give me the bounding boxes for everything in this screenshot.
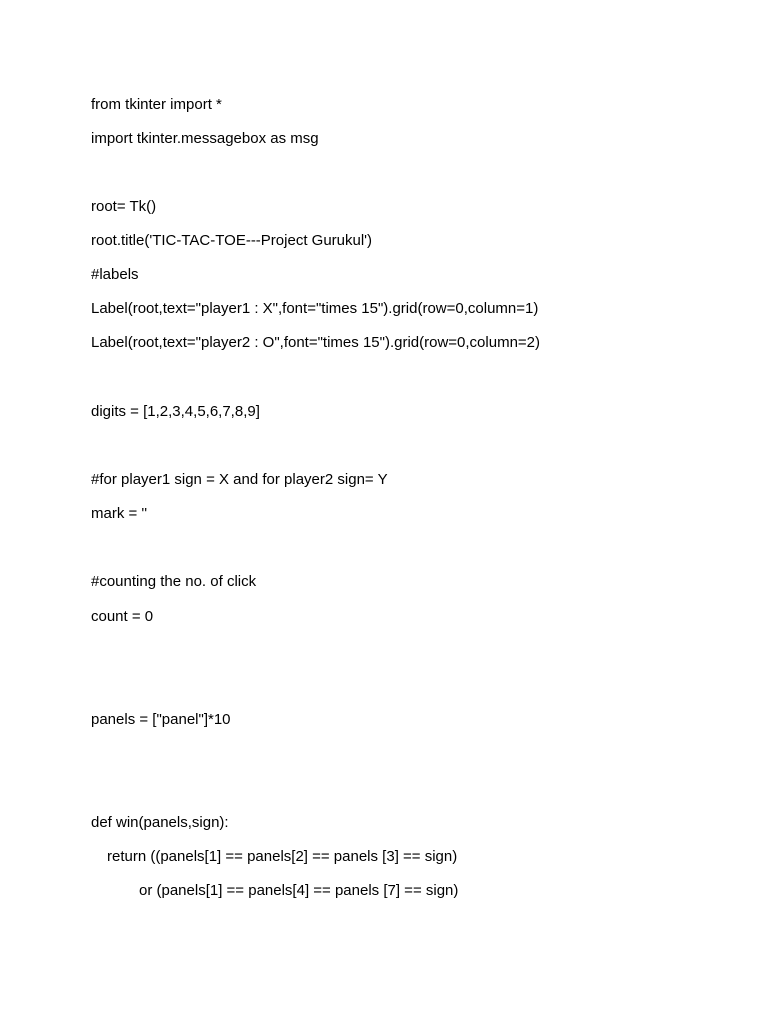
code-line-digits: digits = [1,2,3,4,5,6,7,8,9]	[91, 403, 260, 420]
code-line-label-player1: Label(root,text="player1 : X",font="times 15").grid(row=0,column=1)	[91, 300, 539, 317]
code-line-mark: mark = ''	[91, 505, 148, 522]
code-line-import-tkinter: from tkinter import *	[91, 96, 222, 113]
code-line-def-win: def win(panels,sign):	[91, 814, 229, 831]
code-line-return: return ((panels[1] == panels[2] == panels [3] == sign)	[107, 848, 458, 865]
code-line-count-comment: #counting the no. of click	[91, 573, 257, 590]
code-line-label-player2: Label(root,text="player2 : O",font="times 15").grid(row=0,column=2)	[91, 334, 541, 351]
code-line-count: count = 0	[91, 608, 154, 625]
code-line-sign-comment: #for player1 sign = X and for player2 sign= Y	[91, 471, 388, 488]
code-line-root-title: root.title('TIC-TAC-TOE---Project Gurukul')	[91, 232, 373, 249]
code-line-or-condition: or (panels[1] == panels[4] == panels [7] == sign)	[139, 882, 459, 899]
code-line-panels: panels = ["panel"]*10	[91, 711, 231, 728]
code-line-labels-comment: #labels	[91, 266, 139, 283]
code-line-import-messagebox: import tkinter.messagebox as msg	[91, 130, 319, 147]
code-line-root-tk: root= Tk()	[91, 198, 157, 215]
